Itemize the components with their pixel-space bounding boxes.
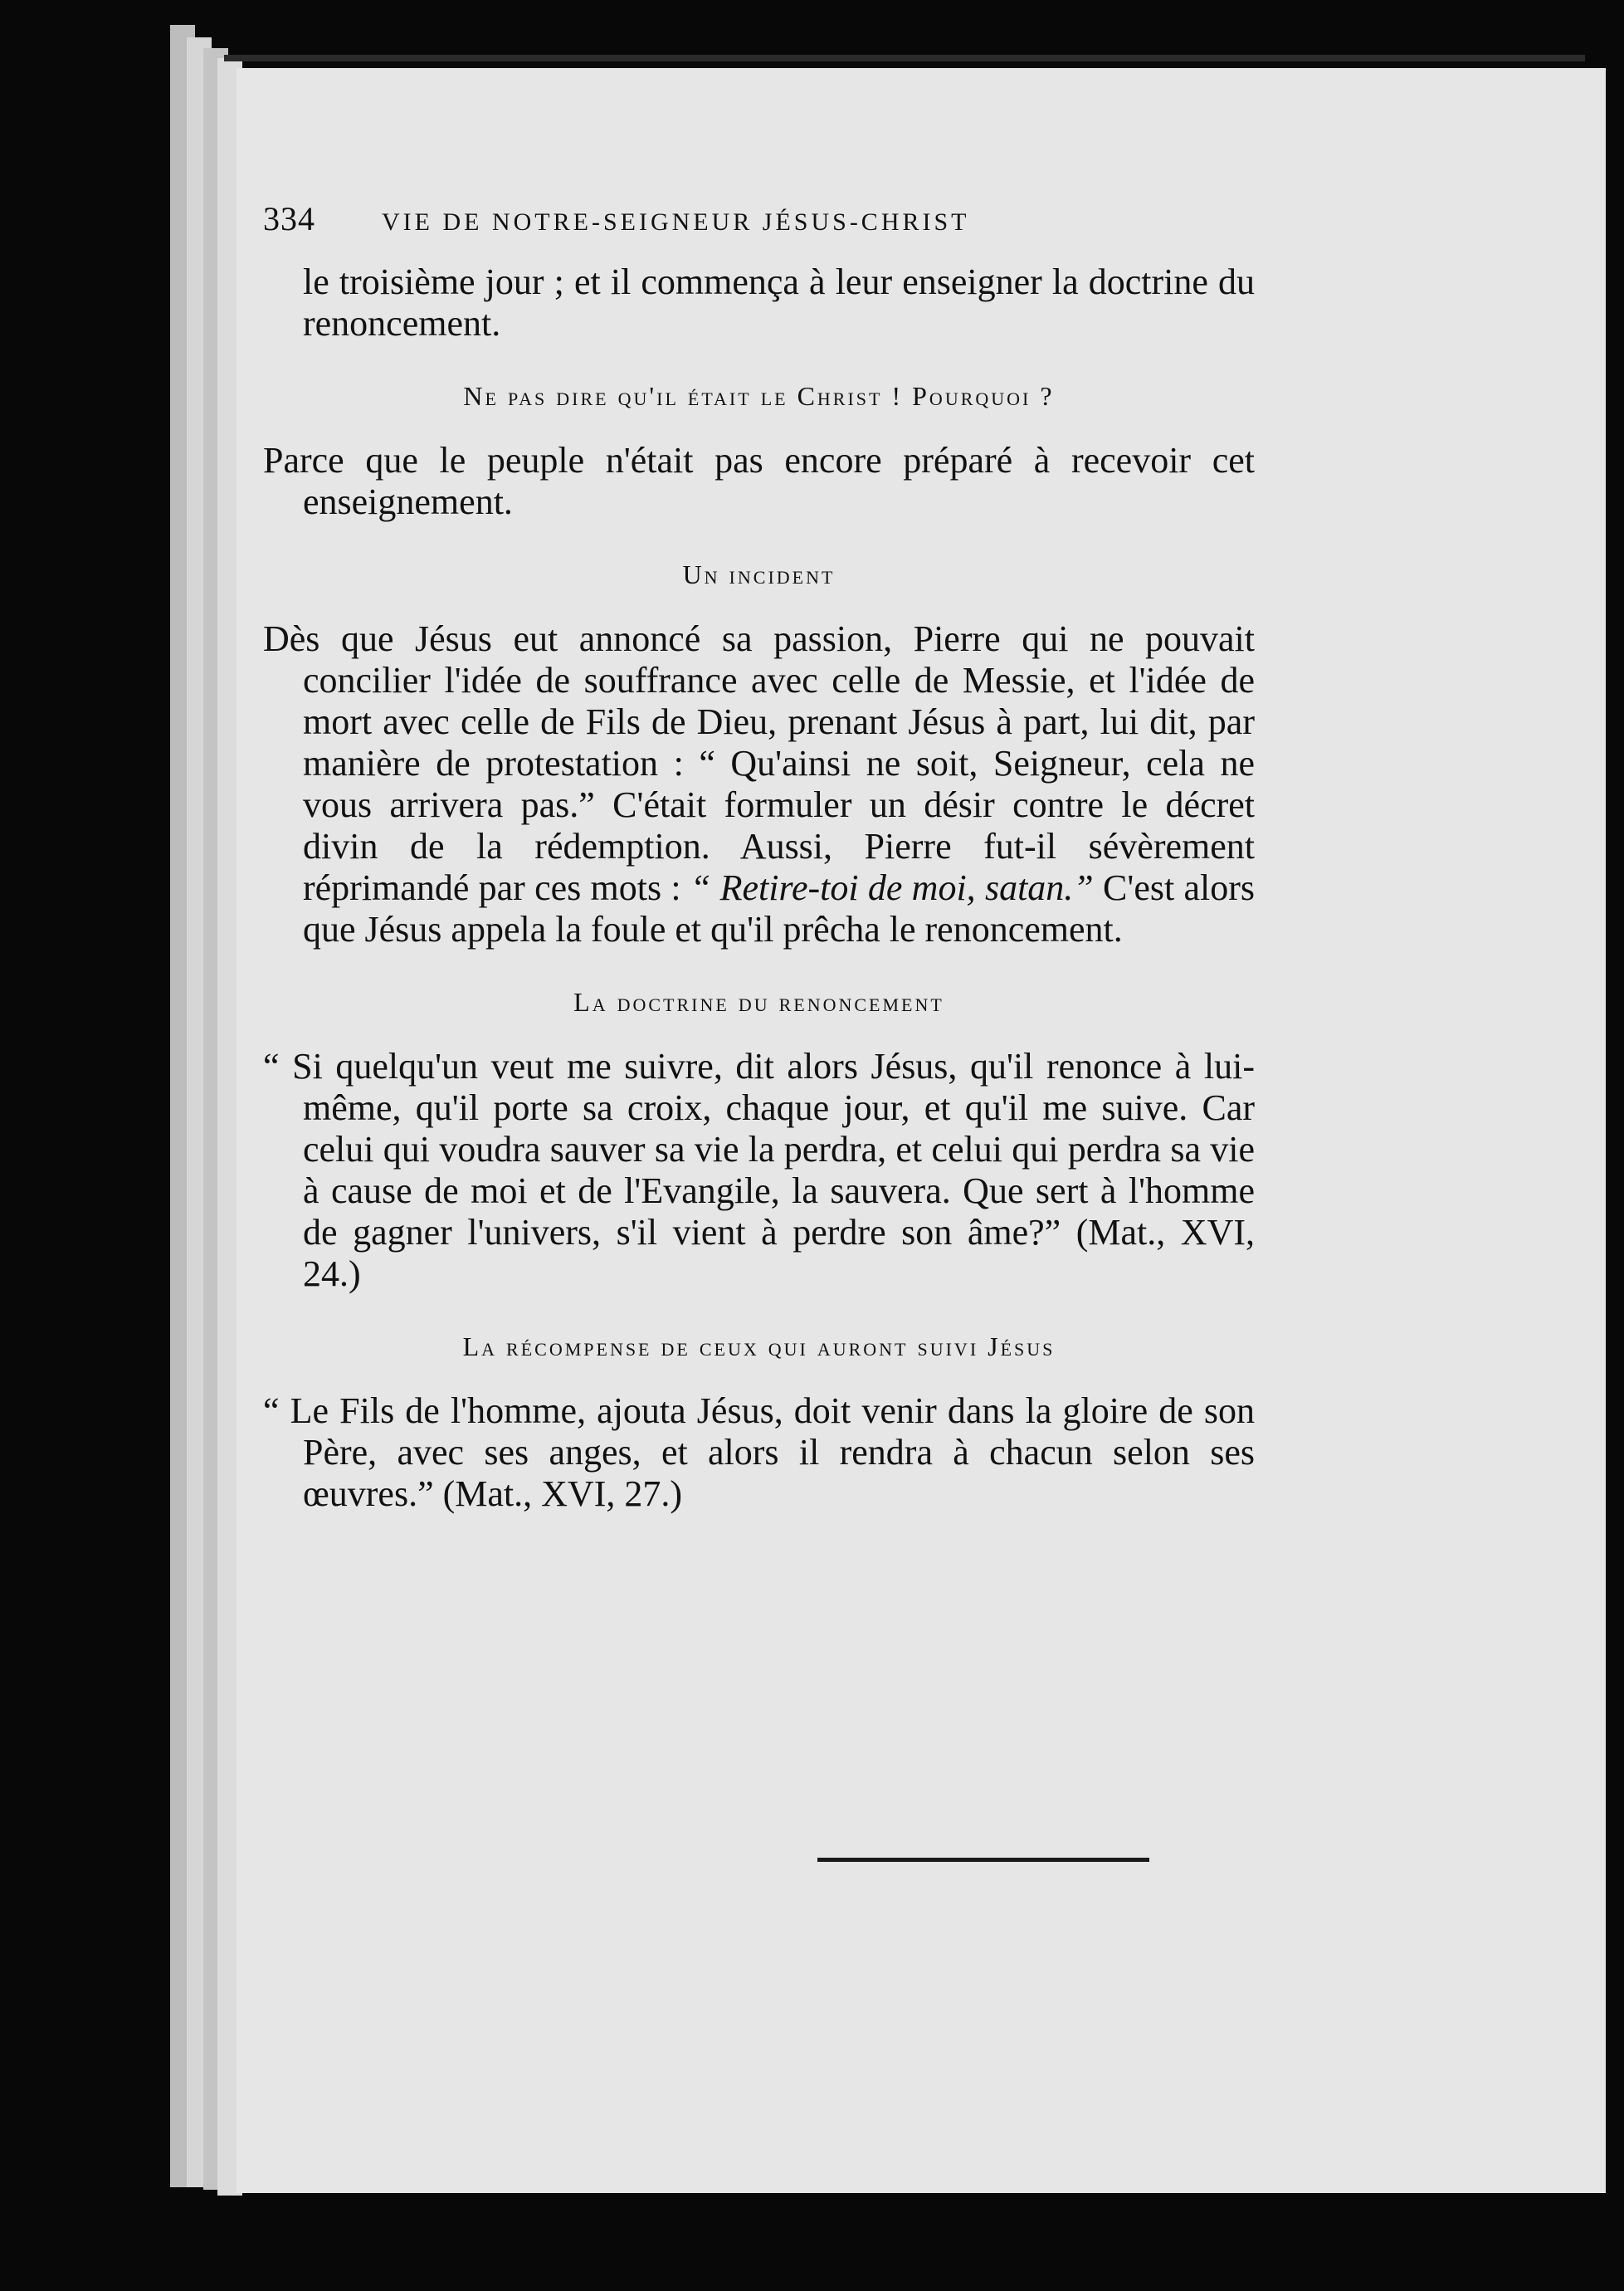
section-heading: Un incident [682, 559, 836, 589]
running-head [263, 199, 1255, 238]
section-heading: La récompense de ceux qui auront suivi Jésus [462, 1331, 1056, 1361]
running-head-title: VIE DE NOTRE-SEIGNEUR JÉSUS-CHRIST [382, 208, 970, 236]
page-content [263, 199, 1255, 1515]
paragraph: “ Le Fils de l'homme, ajouta Jésus, doit venir dans la gloire de son Père, avec ses anges, et alors il rendra à chacun selon ses œuvres.” (Mat., XVI, 27.) [263, 1390, 1255, 1514]
page-number: 334 [263, 200, 315, 237]
paragraph-text: C'est alors que Jésus appela la foule et qu'il prêcha le renoncement. [303, 867, 1255, 950]
section-heading: Ne pas dire qu'il était le Christ ! Pourquoi ? [463, 381, 1055, 411]
quote-italic: “ Retire-toi de moi, satan.” [690, 867, 1094, 908]
paragraph: “ Si quelqu'un veut me suivre, dit alors Jésus, qu'il renonce à lui-même, qu'il porte sa croix, chaque jour, et qu'il me suive. Car celui qui voudra sauver sa vie la perdra, et celui qui perdra sa vie à cause de moi et de l'Evangile, la sauvera. Que sert à l'homme de gagner l'univers, s'il vient à perdre son âme?” (Mat., XVI, 24.) [263, 1046, 1255, 1294]
top-rule [224, 55, 1585, 61]
paragraph: le troisième jour ; et il commença à leur enseigner la doctrine du renoncement. [303, 261, 1255, 344]
paragraph: Parce que le peuple n'était pas encore préparé à recevoir cet enseignement. [263, 440, 1255, 522]
paragraph [263, 618, 1255, 950]
paragraph-text: Dès que Jésus eut annoncé sa passion, Pierre qui ne pouvait concilier l'idée de souffrance avec celle de Messie, et l'idée de mort avec celle de Fils de Dieu, prenant Jésus à part, lui dit, par manière de protestation : “ Qu'ainsi ne soit, Seigneur, cela ne vous arrivera pas.” C'était formuler un désir contre le décret divin de la rédemption. Aussi, Pierre fut-il sévèrement réprimandé par ces mots : [263, 618, 1255, 908]
section-heading: La doctrine du renoncement [573, 987, 944, 1017]
end-rule [817, 1858, 1149, 1862]
